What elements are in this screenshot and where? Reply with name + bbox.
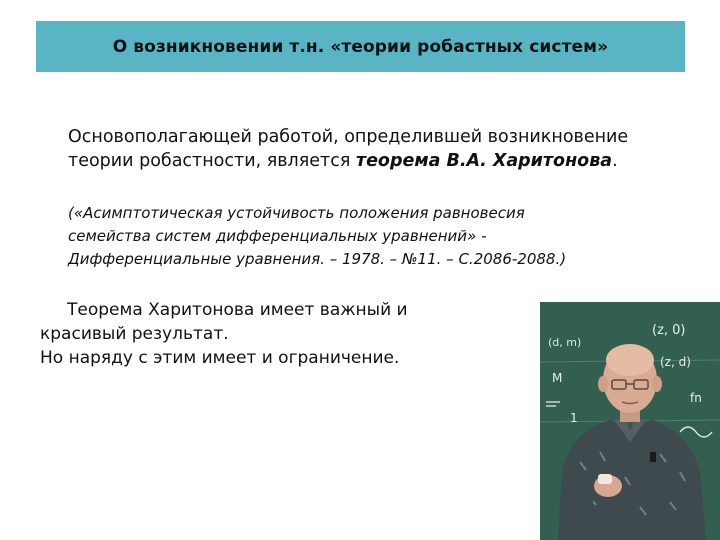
citation-line: семейства систем дифференциальных уравнений» -: [68, 227, 487, 245]
intro-period: .: [612, 151, 618, 171]
intro-paragraph: [68, 125, 668, 173]
board-mark: fn: [690, 391, 702, 405]
slide-title: О возникновении т.н. «теории робастных систем»: [112, 36, 609, 57]
board-mark: 1: [570, 411, 578, 425]
citation-line: Дифференциальные уравнения. – 1978. – №11. – С.2086-2088.): [68, 250, 567, 268]
board-mark: (z, d): [660, 355, 691, 369]
result-line: Но наряду с этим имеет и ограничение.: [40, 348, 400, 368]
photo-illustration: [540, 302, 720, 540]
citation-line: («Асимптотическая устойчивость положения равновесия: [68, 204, 525, 222]
board-mark: (d, m): [548, 336, 582, 349]
result-paragraph: [40, 298, 510, 370]
title-banner: [36, 21, 685, 72]
result-line: красивый результат.: [40, 324, 229, 344]
result-line: Теорема Харитонова имеет важный и: [67, 300, 408, 320]
board-mark: M: [552, 371, 563, 385]
board-mark: (z, 0): [652, 323, 686, 338]
kharitonov-photo: [540, 302, 720, 540]
citation-block: [68, 202, 628, 271]
intro-text: Основополагающей работой, определившей возникновение теории робастности, является: [68, 127, 629, 171]
theorem-name: теорема В.А. Харитонова: [355, 151, 613, 171]
